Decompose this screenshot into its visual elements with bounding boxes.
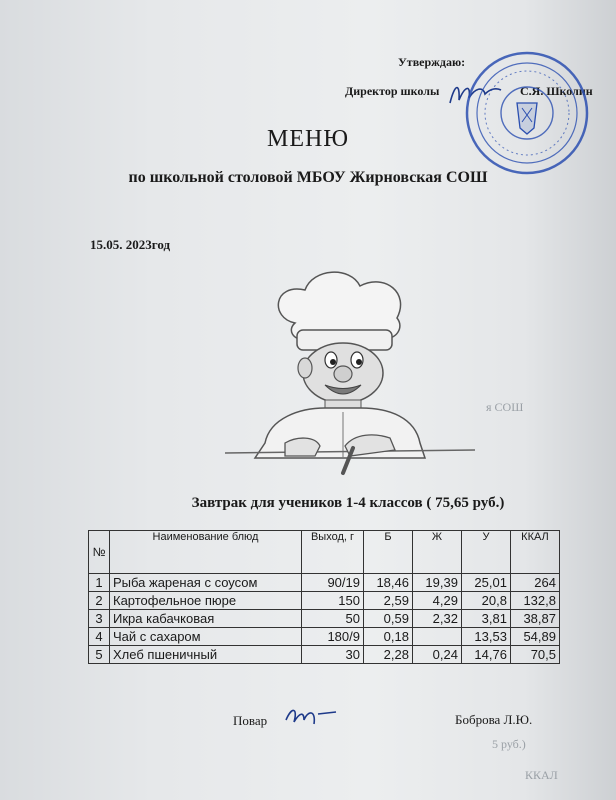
table-row — [89, 574, 560, 592]
table-cell: 30 — [302, 646, 364, 664]
table-cell: 19,39 — [412, 574, 461, 592]
table-cell: 5 — [89, 646, 110, 664]
table-cell: 50 — [302, 610, 364, 628]
meal-title: Завтрак для учеников 1-4 классов ( 75,65 руб.) — [191, 495, 505, 511]
table-cell: 13,53 — [461, 628, 510, 646]
cook-label: Повар — [233, 713, 268, 728]
table-cell: 20,8 — [461, 592, 510, 610]
table-cell: 54,89 — [510, 628, 559, 646]
table-cell: 2,32 — [412, 610, 461, 628]
table-cell: 38,87 — [510, 610, 559, 628]
table-row — [89, 628, 560, 646]
table-cell — [412, 628, 461, 646]
table-row — [89, 592, 560, 610]
page-subtitle: по школьной столовой МБОУ Жирновская СОШ — [128, 169, 488, 186]
table-cell: 4 — [89, 628, 110, 646]
column-header: Ж — [412, 531, 461, 574]
table-cell: 180/9 — [302, 628, 364, 646]
table-cell: 0,18 — [364, 628, 413, 646]
table-cell: 90/19 — [302, 574, 364, 592]
approval-label: Утверждаю: — [398, 55, 466, 69]
column-header: № — [89, 531, 110, 574]
table-cell: Икра кабачковая — [110, 610, 302, 628]
table-cell: 3,81 — [461, 610, 510, 628]
cook-signature — [282, 702, 342, 730]
table-cell: 2 — [89, 592, 110, 610]
director-label: Директор школы — [345, 84, 440, 98]
table-cell: 264 — [510, 574, 559, 592]
table-cell: 132,8 — [510, 592, 559, 610]
table-cell: Чай с сахаром — [110, 628, 302, 646]
chef-illustration — [225, 268, 475, 483]
table-row — [89, 610, 560, 628]
table-cell: 14,76 — [461, 646, 510, 664]
school-stamp — [462, 48, 592, 178]
bleed-through-text: я СОШ — [486, 400, 524, 414]
director-name: С.Я. Школин — [520, 84, 593, 98]
table-cell: 1 — [89, 574, 110, 592]
table-cell: 70,5 — [510, 646, 559, 664]
table-cell: 2,59 — [364, 592, 413, 610]
column-header: Б — [364, 531, 413, 574]
table-cell: 3 — [89, 610, 110, 628]
column-header: ККАЛ — [510, 531, 559, 574]
table-cell: 150 — [302, 592, 364, 610]
menu-table — [88, 530, 560, 664]
cook-name: Боброва Л.Ю. — [455, 712, 533, 727]
column-header: У — [461, 531, 510, 574]
table-cell: 2,28 — [364, 646, 413, 664]
table-cell: 0,24 — [412, 646, 461, 664]
column-header: Выход, г — [302, 531, 364, 574]
table-row — [89, 646, 560, 664]
bleed-through-text: ККАЛ — [525, 768, 558, 782]
page-title: МЕНЮ — [267, 126, 349, 152]
table-cell: 18,46 — [364, 574, 413, 592]
table-cell: 25,01 — [461, 574, 510, 592]
bleed-through-text: 5 руб.) — [492, 737, 526, 751]
column-header: Наименование блюд — [110, 531, 302, 574]
table-cell: 0,59 — [364, 610, 413, 628]
menu-date: 15.05. 2023год — [90, 237, 171, 252]
table-cell: 4,29 — [412, 592, 461, 610]
table-header-row — [89, 531, 560, 574]
table-cell: Картофельное пюре — [110, 592, 302, 610]
table-cell: Хлеб пшеничный — [110, 646, 302, 664]
table-cell: Рыба жареная с соусом — [110, 574, 302, 592]
